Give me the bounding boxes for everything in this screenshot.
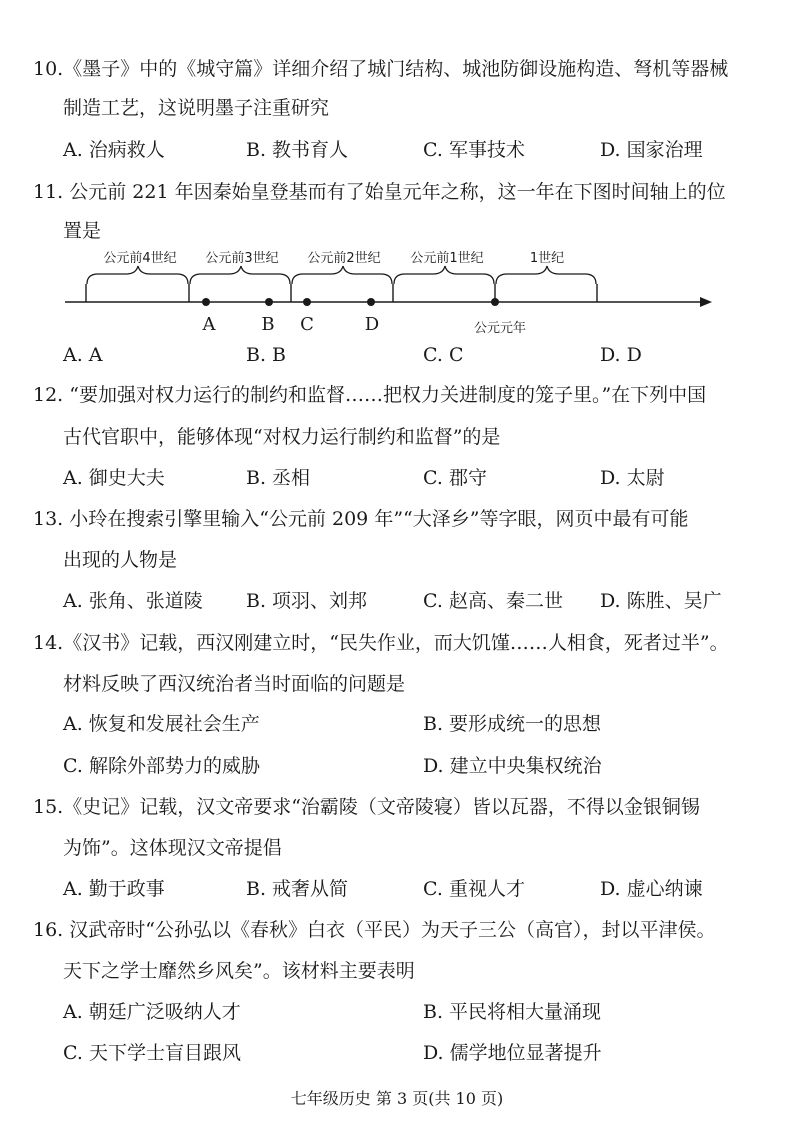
timeline-arrow-icon <box>700 297 712 307</box>
q10-option-a: A. 治病救人 <box>63 139 165 161</box>
period-label-4: 公元前1世纪 <box>410 251 484 266</box>
q16-option-c: C. 天下学士盲目跟风 <box>63 1042 241 1064</box>
q11-option-d: D. D <box>600 344 642 366</box>
q15-option-a: A. 勤于政事 <box>63 878 165 900</box>
q16-stem-line2: 天下之学士靡然乡风矣”。该材料主要表明 <box>63 960 415 982</box>
point-origin <box>491 298 499 306</box>
q16-option-b: B. 平民将相大量涌现 <box>423 1001 602 1023</box>
point-c <box>303 298 311 306</box>
q15-stem-line2: 为饰”。这体现汉文帝提倡 <box>63 837 282 859</box>
q13-option-c: C. 赵高、秦二世 <box>423 590 563 612</box>
q15-stem-line1: 15.《史记》记载，汉文帝要求“治霸陵（文帝陵寝）皆以瓦器，不得以金银铜锡 <box>33 796 700 818</box>
q15-option-d: D. 虚心纳谏 <box>600 878 703 900</box>
q14-option-a: A. 恢复和发展社会生产 <box>63 713 260 735</box>
origin-label: 公元元年 <box>473 321 527 336</box>
point-a <box>202 298 210 306</box>
period-label-2: 公元前3世纪 <box>205 251 279 266</box>
q11-stem-line1: 11. 公元前 221 年因秦始皇登基而有了始皇元年之称，这一年在下图时间轴上的位 <box>33 181 726 203</box>
point-label-d: D <box>364 314 380 335</box>
q14-stem-line1: 14.《汉书》记载，西汉刚建立时，“民失作业，而大饥馑……人相食，死者过半”。 <box>33 632 729 654</box>
point-label-a: A <box>202 314 216 335</box>
q15-option-b: B. 戒奢从简 <box>246 878 349 900</box>
q10-stem-line2: 制造工艺，这说明墨子注重研究 <box>63 97 330 119</box>
brace-4 <box>394 266 494 284</box>
brace-1 <box>87 266 188 284</box>
q10-option-b: B. 教书育人 <box>246 139 349 161</box>
q13-stem-line2: 出现的人物是 <box>63 549 178 571</box>
q13-stem-line1: 13. 小玲在搜索引擎里输入“公元前 209 年”“大泽乡”等字眼，网页中最有可能 <box>33 508 689 530</box>
q16-option-d: D. 儒学地位显著提升 <box>423 1042 602 1064</box>
q15-option-c: C. 重视人才 <box>423 878 525 900</box>
q16-stem-line1: 16. 汉武帝时“公孙弘以《春秋》白衣（平民）为天子三公（高官），封以平津侯。 <box>33 919 716 941</box>
period-label-5: 1世纪 <box>529 251 565 266</box>
q13-option-b: B. 项羽、刘邦 <box>246 590 368 612</box>
q14-option-c: C. 解除外部势力的威胁 <box>63 755 260 777</box>
period-label-3: 公元前2世纪 <box>307 251 381 266</box>
point-b <box>265 298 273 306</box>
brace-5 <box>496 266 596 284</box>
point-d <box>367 298 375 306</box>
q13-option-d: D. 陈胜、吴广 <box>600 590 722 612</box>
q12-stem-line2: 古代官职中，能够体现“对权力运行制约和监督”的是 <box>63 426 501 448</box>
q13-option-a: A. 张角、张道陵 <box>63 590 203 612</box>
q12-option-a: A. 御史大夫 <box>63 467 165 489</box>
point-label-c: C <box>300 314 314 335</box>
q14-stem-line2: 材料反映了西汉统治者当时面临的问题是 <box>63 673 406 695</box>
period-label-1: 公元前4世纪 <box>103 251 177 266</box>
brace-3 <box>292 266 392 284</box>
q10-option-c: C. 军事技术 <box>423 139 525 161</box>
q12-option-b: B. 丞相 <box>246 467 311 489</box>
page-footer: 七年级历史 第 3 页(共 10 页) <box>290 1089 504 1108</box>
q11-stem-line2: 置是 <box>63 220 102 242</box>
q12-option-d: D. 太尉 <box>600 467 665 489</box>
q10-option-d: D. 国家治理 <box>600 139 703 161</box>
q16-option-a: A. 朝廷广泛吸纳人才 <box>63 1001 241 1023</box>
q10-stem-line1: 10.《墨子》中的《城守篇》详细介绍了城门结构、城池防御设施构造、弩机等器械 <box>33 58 729 80</box>
q11-option-b: B. B <box>246 344 287 366</box>
q12-stem-line1: 12. “要加强对权力运行的制约和监督……把权力关进制度的笼子里。”在下列中国 <box>33 384 707 406</box>
brace-2 <box>190 266 290 284</box>
point-label-b: B <box>261 314 275 335</box>
q11-option-a: A. A <box>63 344 103 366</box>
timeline-diagram <box>0 244 794 336</box>
q14-option-d: D. 建立中央集权统治 <box>423 755 602 777</box>
q12-option-c: C. 郡守 <box>423 467 487 489</box>
q11-option-c: C. C <box>423 344 464 366</box>
q14-option-b: B. 要形成统一的思想 <box>423 713 602 735</box>
